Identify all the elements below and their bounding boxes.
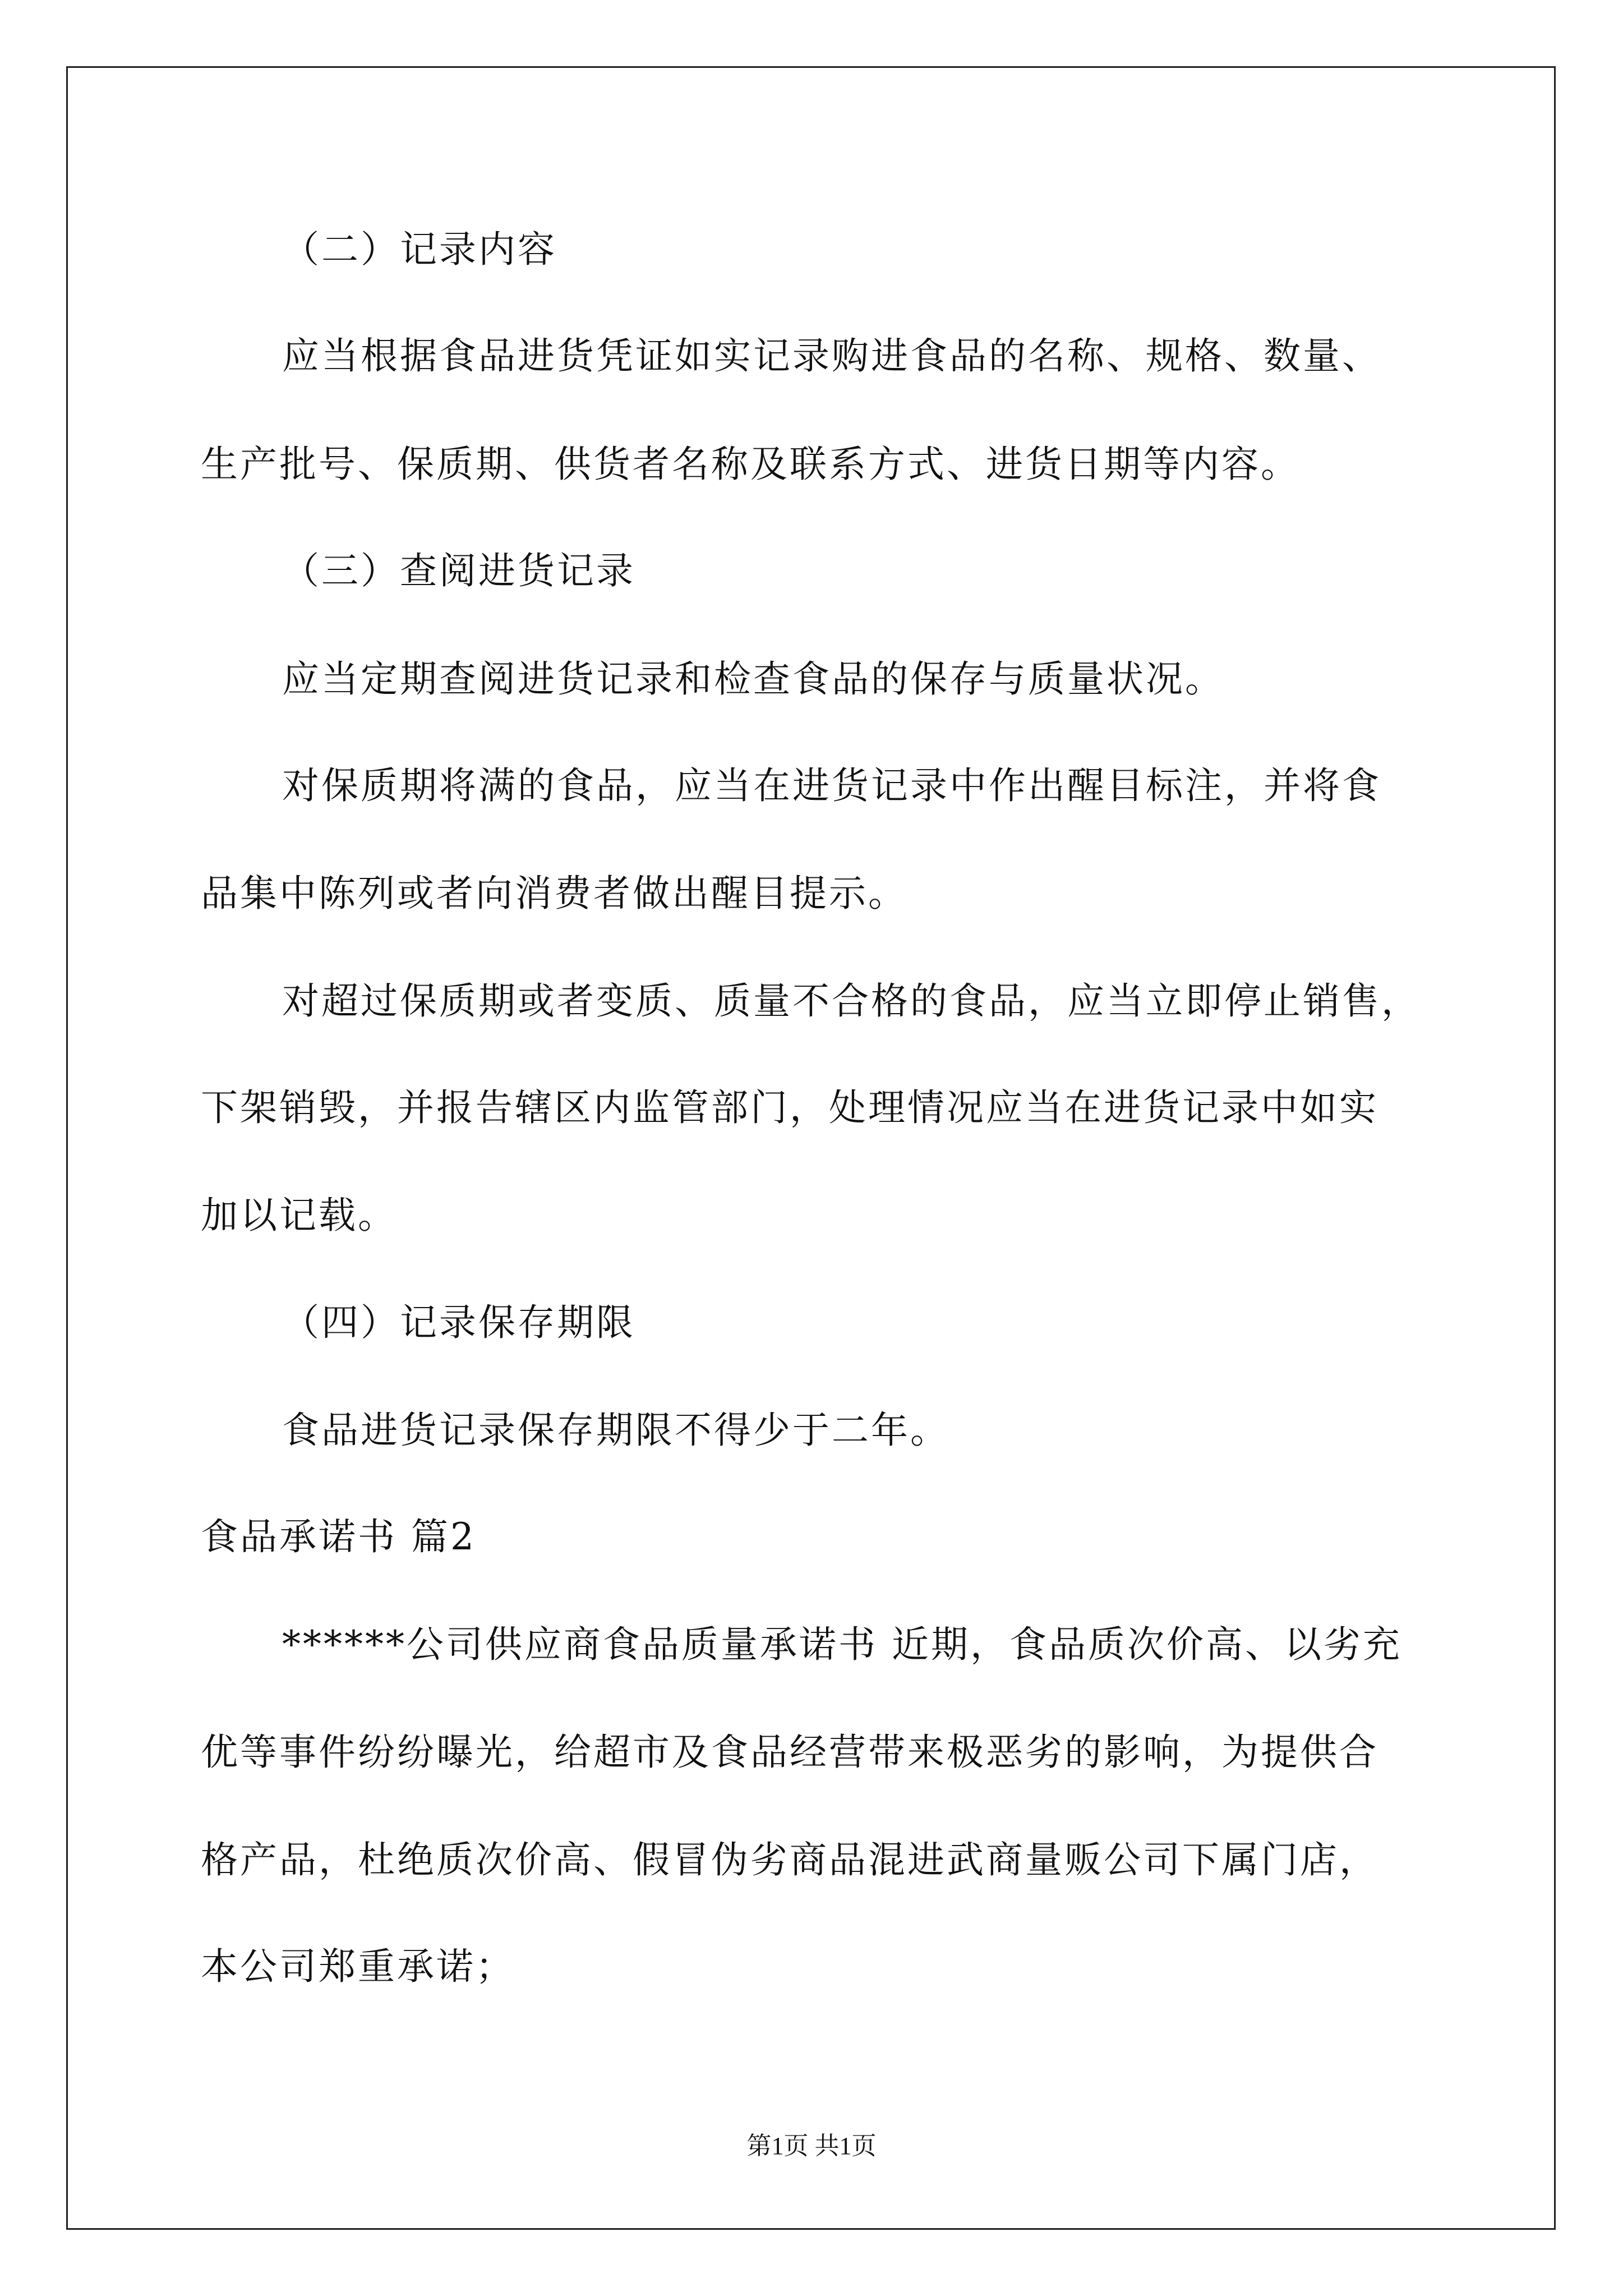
- paragraph-line: 食品进货记录保存期限不得少于二年。: [282, 1409, 949, 1452]
- paragraph-line: 本公司郑重承诺；: [201, 1945, 515, 1988]
- section-heading-4: （四）记录保存期限: [282, 1301, 635, 1344]
- paragraph-line: 对保质期将满的食品，应当在进货记录中作出醒目标注，并将食: [282, 764, 1381, 807]
- paragraph-line: 品集中陈列或者向消费者做出醒目提示。: [201, 872, 907, 915]
- paragraph-line: 加以记载。: [201, 1194, 397, 1237]
- paragraph-line: 下架销毁，并报告辖区内监管部门，处理情况应当在进货记录中如实: [201, 1086, 1378, 1129]
- page-footer: 第1页 共1页: [746, 2132, 877, 2160]
- paragraph-line: 应当定期查阅进货记录和检查食品的保存与质量状况。: [282, 657, 1224, 701]
- paragraph-line: 应当根据食品进货凭证如实记录购进食品的名称、规格、数量、: [282, 334, 1381, 378]
- paragraph-line: 生产批号、保质期、供货者名称及联系方式、进货日期等内容。: [201, 443, 1300, 486]
- paragraph-line: 优等事件纷纷曝光，给超市及食品经营带来极恶劣的影响，为提供合: [201, 1731, 1378, 1774]
- article-heading: 食品承诺书 篇2: [201, 1515, 476, 1558]
- paragraph-line: ******公司供应商食品质量承诺书 近期，食品质次价高、以劣充: [282, 1623, 1402, 1666]
- paragraph-line: 对超过保质期或者变质、质量不合格的食品，应当立即停止销售，: [282, 979, 1421, 1023]
- page-border: [66, 66, 1556, 2230]
- section-heading-3: （三）查阅进货记录: [282, 549, 635, 592]
- paragraph-line: 格产品，杜绝质次价高、假冒伪劣商品混进武商量贩公司下属门店，: [201, 1838, 1378, 1881]
- section-heading-2: （二）记录内容: [282, 228, 557, 271]
